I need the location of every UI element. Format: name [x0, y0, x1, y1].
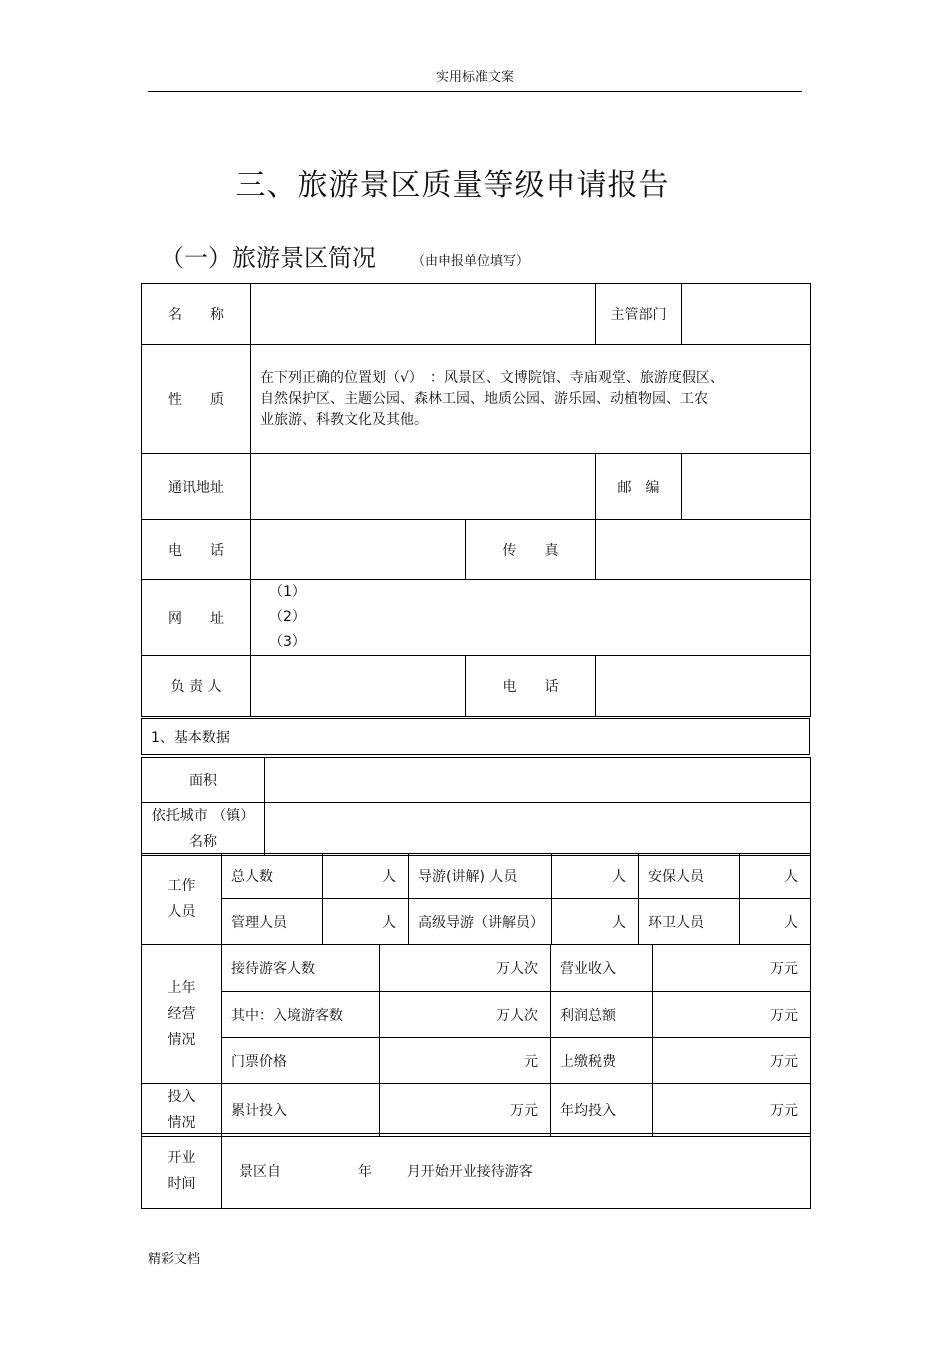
- open-text-c: 月开始开业接待游客: [406, 1164, 533, 1180]
- dept-field[interactable]: [682, 284, 811, 345]
- city-label-1: 依托城市 （镇）: [151, 808, 255, 824]
- web-2: （2）: [269, 609, 306, 625]
- phone-label: 电 话: [142, 520, 251, 580]
- city-label-2: 名称: [189, 834, 217, 850]
- senior-guides-label: 高级导游（讲解员）: [409, 899, 552, 945]
- inbound-field[interactable]: 万人次: [380, 992, 551, 1038]
- revenue-field[interactable]: 万元: [653, 945, 811, 992]
- fax-field[interactable]: [596, 520, 811, 580]
- basic-heading: 1、基本数据: [142, 719, 810, 755]
- area-field[interactable]: [265, 758, 811, 803]
- fax-label: 传 真: [466, 520, 596, 580]
- nature-field[interactable]: [251, 345, 811, 454]
- cum-invest-field[interactable]: 万元: [380, 1084, 551, 1137]
- page-footer: 精彩文档: [148, 1252, 201, 1267]
- web-field[interactable]: [251, 580, 811, 656]
- manager-phone-field[interactable]: [596, 656, 811, 717]
- staff-label-1: 工作: [167, 878, 196, 894]
- ops-table: [141, 944, 811, 1137]
- managers-field[interactable]: 人: [323, 899, 409, 945]
- zip-label: 邮 编: [596, 454, 682, 520]
- ops-label-2: 经营: [167, 1006, 196, 1022]
- senior-guides-field[interactable]: 人: [552, 899, 639, 945]
- annual-invest-label: 年均投入: [551, 1084, 653, 1137]
- staff-label-2: 人员: [167, 904, 196, 920]
- web-3: （3）: [269, 634, 306, 650]
- cum-invest-label: 累计投入: [222, 1084, 380, 1137]
- ticket-field[interactable]: 元: [380, 1038, 551, 1084]
- city-field[interactable]: [265, 803, 811, 856]
- inbound-label: 其中：入境游客数: [222, 992, 380, 1038]
- info-table-3: [141, 453, 811, 520]
- guides-field[interactable]: 人: [552, 854, 639, 899]
- profit-field[interactable]: 万元: [653, 992, 811, 1038]
- invest-label-1: 投入: [167, 1089, 196, 1105]
- info-table: [141, 283, 811, 345]
- address-field[interactable]: [251, 454, 596, 520]
- open-text-a: 景区自: [239, 1164, 281, 1180]
- info-table-4: [141, 519, 811, 580]
- sanitation-field[interactable]: 人: [740, 899, 811, 945]
- web-label: 网 址: [142, 580, 251, 656]
- profit-label: 利润总额: [551, 992, 653, 1038]
- tax-label: 上缴税费: [551, 1038, 653, 1084]
- nature-text-3: 业旅游、科教文化及其他。: [260, 411, 428, 428]
- nature-label: 性 质: [142, 345, 251, 454]
- info-table-5: [141, 579, 811, 656]
- open-label-1: 开业: [167, 1150, 196, 1166]
- annual-invest-field[interactable]: 万元: [653, 1084, 811, 1137]
- header-rule: [148, 91, 802, 92]
- revenue-label: 营业收入: [551, 945, 653, 992]
- open-label-2: 时间: [167, 1176, 196, 1192]
- open-table: [141, 1133, 811, 1209]
- security-label: 安保人员: [639, 854, 740, 899]
- page-header: 实用标准文案: [435, 70, 514, 85]
- security-field[interactable]: 人: [740, 854, 811, 899]
- staff-table: [141, 853, 811, 945]
- sanitation-label: 环卫人员: [639, 899, 740, 945]
- visitors-label: 接待游客人数: [222, 945, 380, 992]
- section-note: （由申报单位填写）: [412, 254, 530, 269]
- section-heading: （一）旅游景区简况: [160, 244, 376, 272]
- address-label: 通讯地址: [142, 454, 251, 520]
- area-label: 面积: [142, 758, 265, 803]
- nature-text-2: 自然保护区、主题公园、森林工园、地质公园、游乐园、动植物园、工农: [260, 390, 708, 407]
- name-field[interactable]: [251, 284, 596, 345]
- info-table-6: [141, 655, 811, 717]
- open-field[interactable]: [222, 1134, 811, 1209]
- tax-field[interactable]: 万元: [653, 1038, 811, 1084]
- total-staff-field[interactable]: 人: [323, 854, 409, 899]
- phone-field[interactable]: [251, 520, 466, 580]
- ops-label-3: 情况: [167, 1032, 196, 1048]
- info-table-2: [141, 344, 811, 454]
- total-staff-label: 总人数: [222, 854, 323, 899]
- page-title: 三、旅游景区质量等级申请报告: [235, 168, 670, 203]
- visitors-field[interactable]: 万人次: [380, 945, 551, 992]
- manager-field[interactable]: [251, 656, 466, 717]
- manager-phone-label: 电 话: [466, 656, 596, 717]
- ticket-label: 门票价格: [222, 1038, 380, 1084]
- guides-label: 导游(讲解) 人员: [409, 854, 552, 899]
- zip-field[interactable]: [682, 454, 811, 520]
- invest-label-2: 情况: [167, 1115, 196, 1131]
- ops-label: [142, 945, 222, 1084]
- web-1: （1）: [269, 584, 306, 600]
- managers-label: 管理人员: [222, 899, 323, 945]
- area-table: [141, 757, 811, 856]
- manager-label: 负 责 人: [142, 656, 251, 717]
- nature-text-1: 在下列正确的位置划（√） ：风景区、文博院馆、寺庙观堂、旅游度假区、: [260, 369, 724, 386]
- city-label: [142, 803, 265, 856]
- basic-heading-table: [141, 718, 810, 755]
- open-label: [142, 1134, 222, 1209]
- staff-label: [142, 854, 222, 945]
- dept-label: 主管部门: [596, 284, 682, 345]
- name-label: 名 称: [142, 284, 251, 345]
- ops-label-1: 上年: [167, 980, 196, 996]
- open-text-b: 年: [357, 1164, 372, 1180]
- invest-label: [142, 1084, 222, 1137]
